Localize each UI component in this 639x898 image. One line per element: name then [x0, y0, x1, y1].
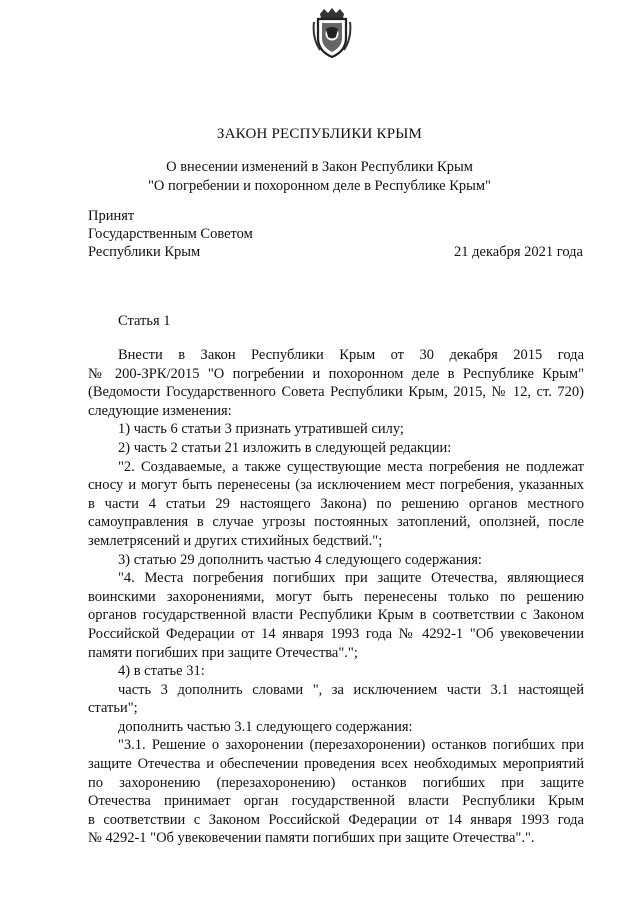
adopted-line-1: Принят [88, 208, 135, 224]
article-line: сносу и могут быть перенесены (за исключением мест погребения, указанных [88, 477, 584, 494]
article-line: "4. Места погребения погибших при защите Отечества, являющиеся [118, 570, 584, 587]
article-line: землетрясений и других стихийных бедствий."; [88, 532, 383, 549]
article-line: 4) в статье 31: [118, 663, 205, 680]
article-line: 1) часть 6 статьи 3 признать утратившей силу; [118, 421, 404, 438]
article-line: защите Отечества и обеспечении проведения всех необходимых мероприятий [88, 756, 584, 773]
article-line: № 4292-1 "Об увековечении памяти погибших при защите Отечества".". [88, 830, 535, 847]
article-heading: Статья 1 [118, 313, 171, 329]
crimea-coat-of-arms-icon [312, 8, 352, 58]
adopted-line-3: Республики Крым [88, 244, 201, 260]
article-line: Внести в Закон Республики Крым от 30 декабря 2015 года [118, 347, 584, 363]
article-line: в соответствии с Законом Российской Федерации от 14 января 1993 года [88, 811, 584, 828]
article-line: самоуправления в случае угрозы постоянных затоплений, оползней, после [88, 514, 584, 531]
subtitle-line-1: О внесении изменений в Закон Республики Крым [166, 159, 473, 175]
article-line: следующие изменения: [88, 402, 232, 419]
article-line: органов государственной власти Республики Крым в соответствии с Законом [88, 607, 584, 624]
article-line: часть 3 дополнить словами ", за исключением части 3.1 настоящей [118, 681, 584, 698]
article-line: "3.1. Решение о захоронении (перезахоронении) останков погибших при [118, 737, 584, 754]
article-line: по захоронению (перезахоронению) останков погибших при защите [88, 774, 584, 791]
article-line: "2. Создаваемые, а также существующие места погребения не подлежат [118, 458, 584, 475]
article-line: в части 4 статьи 29 настоящего Закона) по решению органов местного [88, 495, 584, 512]
adoption-date: 21 декабря 2021 года [454, 244, 583, 260]
article-line: статьи"; [88, 700, 138, 717]
article-line: № 200-ЗРК/2015 "О погребении и похоронном деле в Республике Крым" [88, 365, 584, 382]
article-line: памяти погибших при защите Отечества"."; [88, 644, 358, 661]
article-line: дополнить частью 3.1 следующего содержания: [118, 718, 413, 735]
article-line: Российской Федерации от 14 января 1993 года № 4292-1 "Об увековечении [88, 625, 584, 642]
subtitle-line-2: "О погребении и похоронном деле в Республике Крым" [148, 178, 491, 194]
article-line: (Ведомости Государственного Совета Республики Крым, 2015, № 12, ст. 720) [88, 384, 584, 401]
law-title: ЗАКОН РЕСПУБЛИКИ КРЫМ [216, 126, 423, 142]
article-text [88, 346, 584, 848]
adopted-line-2: Государственным Советом [88, 226, 253, 242]
article-line: Отечества принимает орган государственной власти Республики Крым [88, 793, 584, 810]
article-line: 2) часть 2 статьи 21 изложить в следующей редакции: [118, 439, 452, 456]
article-line: воинскими захоронениями, могут быть перенесены только по решению [88, 588, 584, 605]
article-line: 3) статью 29 дополнить частью 4 следующего содержания: [118, 551, 482, 568]
